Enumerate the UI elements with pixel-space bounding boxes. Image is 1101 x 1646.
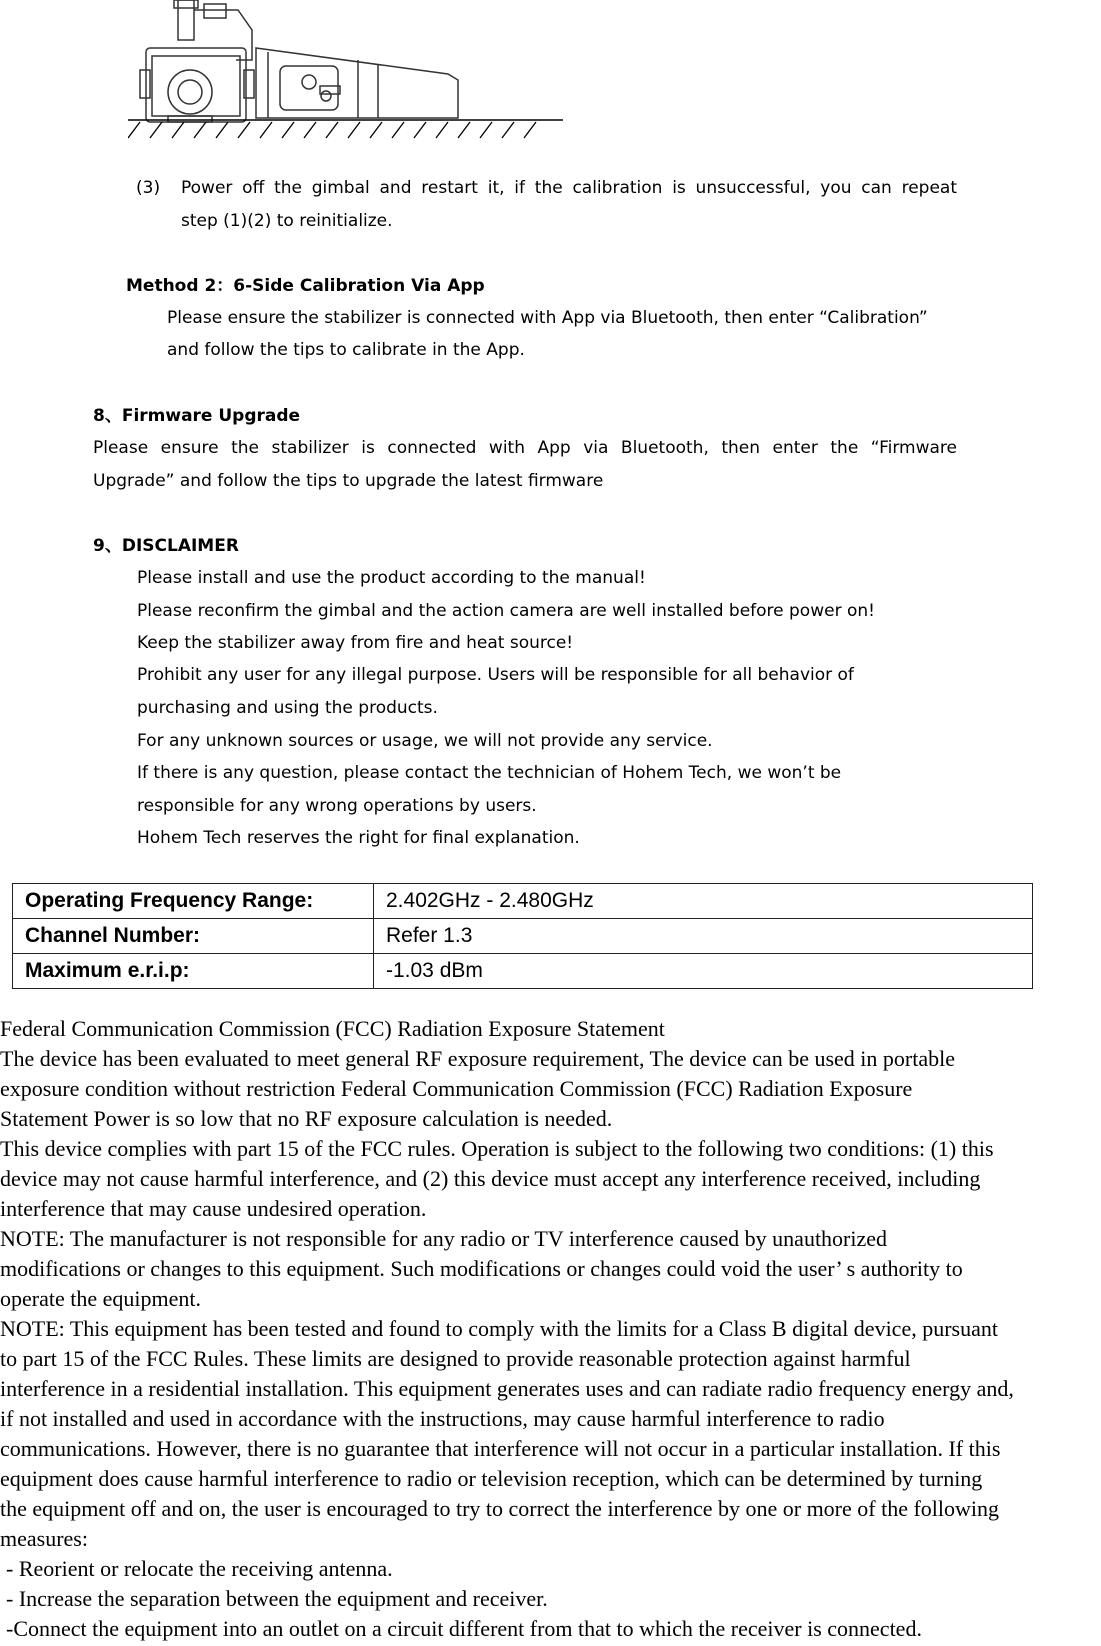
step-number: (3) xyxy=(136,178,161,198)
disclaimer-line: Prohibit any user for any illegal purpose. Users will be responsible for all behavior of xyxy=(137,665,854,685)
disclaimer-line: responsible for any wrong operations by users. xyxy=(137,796,537,816)
fcc-text-line: equipment does cause harmful interference to radio or television reception, which can be determined by turning xyxy=(0,1466,983,1491)
method2-heading-title: 6-Side Calibration Via App xyxy=(233,276,485,296)
fcc-text-line: operate the equipment. xyxy=(0,1286,201,1311)
section9-heading: 9、DISCLAIMER xyxy=(93,536,239,556)
method2-line2: and follow the tips to calibrate in the App. xyxy=(167,340,525,360)
gimbal-calibration-illustration xyxy=(128,0,568,142)
fcc-text-line: measures: xyxy=(0,1526,88,1551)
method2-heading-separator: ： xyxy=(216,276,234,296)
section8-line1: Please ensure the stabilizer is connected with App via Bluetooth, then enter the “Firmware xyxy=(93,438,957,458)
table-row xyxy=(13,884,1033,919)
spec-value: 2.402GHz - 2.480GHz xyxy=(374,884,1033,919)
disclaimer-line: For any unknown sources or usage, we will not provide any service. xyxy=(137,731,713,751)
spec-label: Maximum e.r.i.p: xyxy=(13,954,374,989)
fcc-bullet: - Increase the separation between the equipment and receiver. xyxy=(6,1586,548,1611)
fcc-text-line: NOTE: This equipment has been tested and found to comply with the limits for a Class B digital device, pursuant xyxy=(0,1316,998,1341)
fcc-text-line: The device has been evaluated to meet general RF exposure requirement, The device can be used in portable xyxy=(0,1046,955,1071)
fcc-text-line: exposure condition without restriction Federal Communication Commission (FCC) Radiation Exposure xyxy=(0,1076,913,1101)
fcc-text-line: interference in a residential installation. This equipment generates uses and can radiate radio frequency energy and, xyxy=(0,1376,1014,1401)
fcc-text-line: the equipment off and on, the user is encouraged to try to correct the interference by one or more of the following xyxy=(0,1496,1000,1521)
fcc-bullet: - Reorient or relocate the receiving antenna. xyxy=(6,1556,393,1581)
fcc-title: Federal Communication Commission (FCC) Radiation Exposure Statement xyxy=(0,1016,665,1041)
method2-heading xyxy=(126,276,485,296)
spec-value: -1.03 dBm xyxy=(374,954,1033,989)
disclaimer-line: If there is any question, please contact the technician of Hohem Tech, we won’t be xyxy=(137,763,842,783)
spec-label: Channel Number: xyxy=(13,919,374,954)
spec-table xyxy=(12,883,1033,989)
table-row xyxy=(13,954,1033,989)
spec-value: Refer 1.3 xyxy=(374,919,1033,954)
fcc-text-line: interference that may cause undesired operation. xyxy=(0,1196,427,1221)
disclaimer-line: Please install and use the product according to the manual! xyxy=(137,568,646,588)
fcc-text-line: modifications or changes to this equipment. Such modifications or changes could void the user’ s authority to xyxy=(0,1256,963,1281)
fcc-statement xyxy=(0,1014,1101,1644)
fcc-text-line: This device complies with part 15 of the FCC rules. Operation is subject to the following two conditions: (1) this xyxy=(0,1136,994,1161)
table-row xyxy=(13,919,1033,954)
fcc-text-line: Statement Power is so low that no RF exposure calculation is needed. xyxy=(0,1106,613,1131)
section8-line2: Upgrade” and follow the tips to upgrade the latest firmware xyxy=(93,471,604,491)
fcc-text-line: communications. However, there is no guarantee that interference will not occur in a particular installation. If this xyxy=(0,1436,1001,1461)
disclaimer-line: Please reconfirm the gimbal and the action camera are well installed before power on! xyxy=(137,601,875,621)
fcc-text-line: device may not cause harmful interference, and (2) this device must accept any interference received, including xyxy=(0,1166,981,1191)
fcc-text-line: NOTE: The manufacturer is not responsible for any radio or TV interference caused by unauthorized xyxy=(0,1226,888,1251)
disclaimer-line: purchasing and using the products. xyxy=(137,698,438,718)
fcc-text-line: if not installed and used in accordance with the instructions, may cause harmful interference to radio xyxy=(0,1406,885,1431)
section8-heading: 8、Firmware Upgrade xyxy=(93,406,301,426)
method2-heading-prefix: Method 2 xyxy=(126,276,217,296)
step3-line1: Power off the gimbal and restart it, if the calibration is unsuccessful, you can repeat xyxy=(181,178,957,198)
method2-line1: Please ensure the stabilizer is connected with App via Bluetooth, then enter “Calibration” xyxy=(167,308,928,328)
spec-label: Operating Frequency Range: xyxy=(13,884,374,919)
fcc-bullet: -Connect the equipment into an outlet on a circuit different from that to which the receiver is connected. xyxy=(6,1616,922,1641)
fcc-text-line: to part 15 of the FCC Rules. These limits are designed to provide reasonable protection against harmful xyxy=(0,1346,911,1371)
step3-line2: step (1)(2) to reinitialize. xyxy=(181,211,393,231)
disclaimer-line: Hohem Tech reserves the right for final explanation. xyxy=(137,828,580,848)
disclaimer-line: Keep the stabilizer away from fire and heat source! xyxy=(137,633,574,653)
